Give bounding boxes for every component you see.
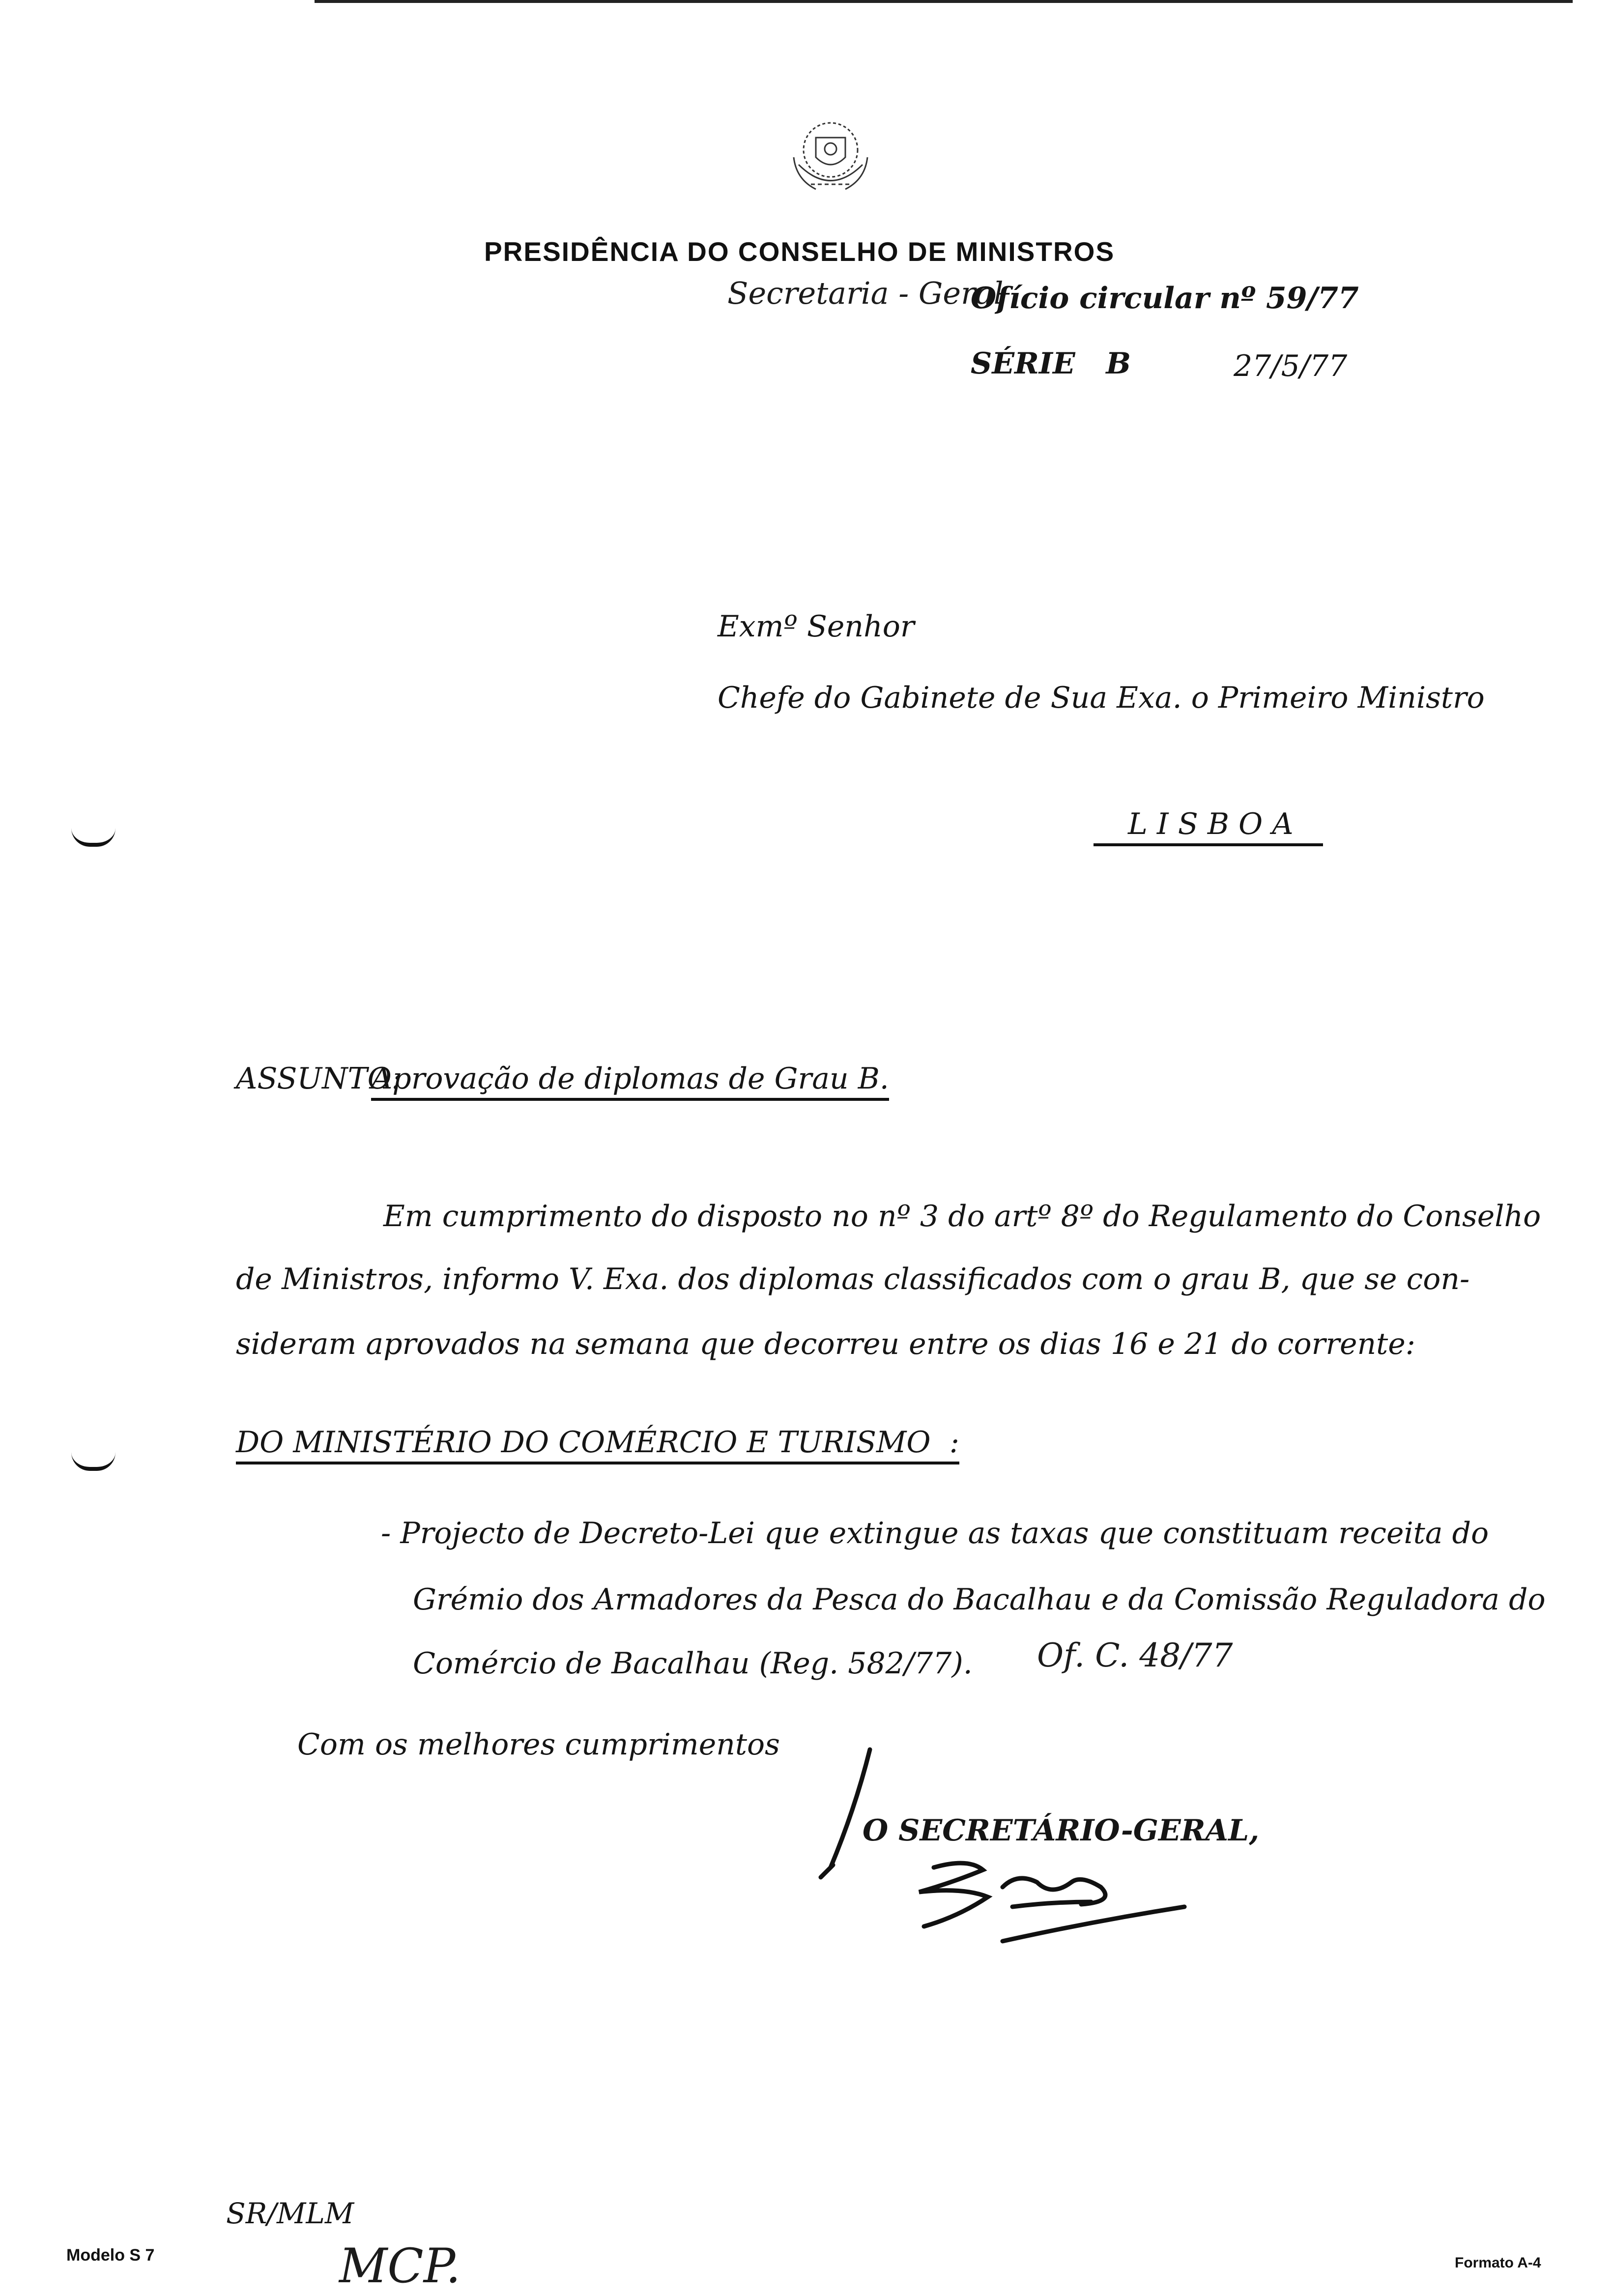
handwritten-initials: MCP. xyxy=(339,2239,461,2294)
ministry-heading: DO MINISTÉRIO DO COMÉRCIO E TURISMO : xyxy=(236,1425,959,1464)
reference-code: SR/MLM xyxy=(226,2197,354,2230)
series-label: SÉRIE B xyxy=(971,346,1131,381)
subject-text: Aprovação de diplomas de Grau B. xyxy=(371,1062,889,1101)
closing-greeting: Com os melhores cumprimentos xyxy=(297,1727,780,1762)
document-date: 27/5/77 xyxy=(1234,349,1348,383)
model-label: Modelo S 7 xyxy=(66,2246,155,2265)
subject-label: ASSUNTO: xyxy=(236,1062,402,1096)
margin-mark-bottom xyxy=(71,1452,115,1471)
body-line-1: Em cumprimento do disposto no nº 3 do artº 8º do Regulamento do Conselho xyxy=(383,1199,1541,1234)
department-name: Secretaria - Geral xyxy=(727,275,1004,311)
format-label: Formato A-4 xyxy=(1455,2255,1541,2271)
decree-item-line-3: Comércio de Bacalhau (Reg. 582/77). xyxy=(413,1646,973,1681)
addressee-city: L I S B O A xyxy=(1094,807,1323,846)
signature-mark xyxy=(806,1740,1199,1976)
body-line-2: de Ministros, informo V. Exa. dos diplomas classificados com o grau B, que se con- xyxy=(236,1262,1470,1296)
signatory-title: O SECRETÁRIO-GERAL, xyxy=(863,1813,1260,1848)
body-line-3: sideram aprovados na semana que decorreu entre os dias 16 e 21 do corrente: xyxy=(236,1327,1415,1361)
circular-number: Ofício circular nº 59/77 xyxy=(971,281,1359,316)
addressee-title: Chefe do Gabinete de Sua Exa. o Primeiro Ministro xyxy=(718,681,1485,715)
decree-item-line-1: - Projecto de Decreto-Lei que extingue as taxas que constituam receita do xyxy=(381,1516,1489,1550)
institution-name: PRESIDÊNCIA DO CONSELHO DE MINISTROS xyxy=(484,236,1115,267)
top-border-line xyxy=(315,0,1573,3)
margin-mark-top xyxy=(71,828,115,847)
coat-of-arms-icon xyxy=(781,111,880,204)
salutation: Exmº Senhor xyxy=(718,609,915,644)
handwritten-annotation: Of. C. 48/77 xyxy=(1037,1636,1233,1674)
decree-item-line-2: Grémio dos Armadores da Pesca do Bacalhau e da Comissão Reguladora do xyxy=(413,1582,1546,1617)
